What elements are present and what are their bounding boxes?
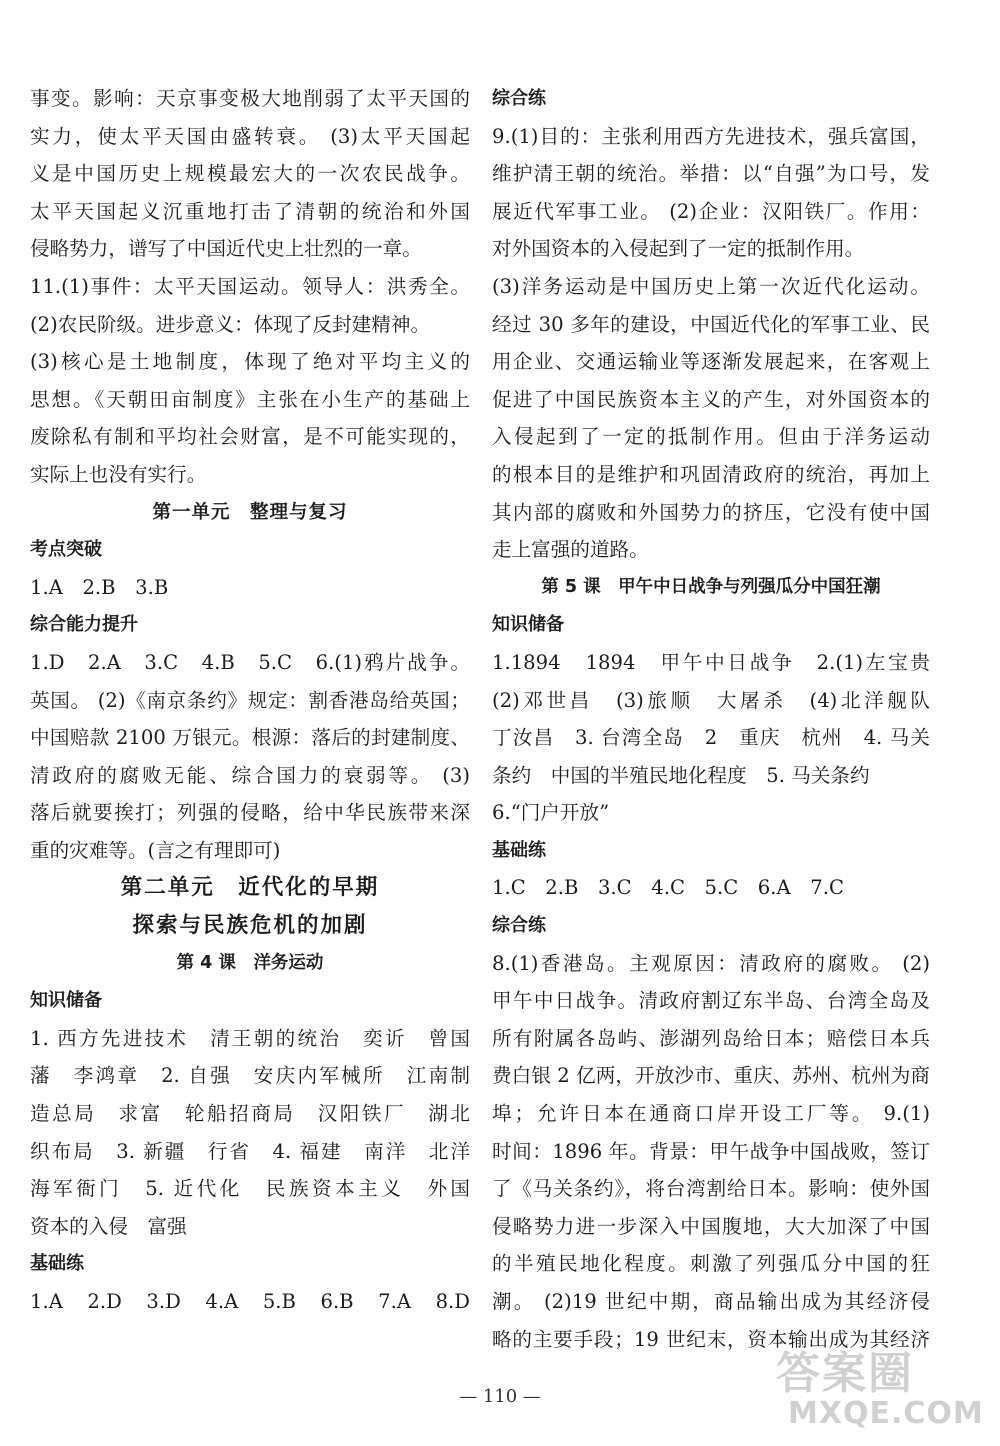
text-line: 促进了中国民族资本主义的产生，对外国资本的: [492, 387, 930, 411]
text-line: 事变。影响：天京事变极大地削弱了太平天国的: [30, 87, 470, 110]
text-line: 经过 30 多年的建设，中国近代化的军事工业、民: [492, 312, 930, 336]
text-line: (2)邓世昌 (3)旅顺 大屠杀 (4)北洋舰队: [492, 688, 930, 712]
text-line: 实力，使太平天国由盛转衰。 (3)太平天国起: [30, 124, 470, 148]
text-line: 其内部的腐败和外国势力的挤压，它没有使中国: [492, 500, 930, 524]
text-line: 义是中国历史上规模最宏大的一次农民战争。: [30, 162, 470, 186]
text-line: 综合能力提升: [30, 614, 138, 636]
text-line: (2)农民阶级。进步意义：体现了反封建精神。: [30, 312, 431, 336]
text-line: 入侵起到了一定的抵制作用。但由于洋务运动: [492, 425, 930, 449]
text-line: 1.A 2.B 3.B: [30, 575, 169, 599]
text-line: 实际上也没有实行。: [30, 462, 207, 486]
text-line: 废除私有制和平均社会财富，是不可能实现的，: [30, 425, 470, 449]
text-line: (3)洋务运动是中国历史上第一次近代化运动。: [492, 274, 930, 298]
text-line: 略的主要手段；19 世纪末，资本输出成为其经济: [492, 1327, 930, 1351]
text-line: 的半殖民地化程度。刺激了列强瓜分中国的狂: [492, 1252, 930, 1276]
text-line: 费白银 2 亿两，开放沙市、重庆、苏州、杭州为商: [492, 1064, 930, 1088]
text-line: 的根本目的是维护和巩固清政府的统治，再加上: [492, 462, 930, 486]
text-line: 1. 西方先进技术 清王朝的统治 奕䜣 曾国: [30, 1026, 470, 1050]
text-line: 潮。 (2)19 世纪中期，商品输出成为其经济侵: [492, 1290, 930, 1313]
text-line: 探索与民族危机的加剧: [132, 913, 368, 939]
text-line: 展近代军事工业。 (2)企业：汉阳铁厂。作用：: [492, 199, 930, 223]
text-line: 所有附属各岛屿、澎湖列岛给日本；赔偿日本兵: [492, 1026, 930, 1050]
text-line: 9.(1)目的：主张利用西方先进技术，强兵富国，: [492, 124, 930, 148]
text-line: 重的灾难等。(言之有理即可): [30, 838, 281, 862]
text-line: 1.A 2.D 3.D 4.A 5.B 6.B 7.A 8.D: [30, 1290, 470, 1313]
text-line: 造总局 求富 轮船招商局 汉阳铁厂 湖北: [30, 1102, 470, 1126]
text-line: 对外国资本的入侵起到了一定的抵制作用。: [492, 237, 865, 261]
text-line: 条约 中国的半殖民地化程度 5. 马关条约: [492, 763, 870, 787]
text-line: 侵略势力进一步深入中国腹地，大大加深了中国: [492, 1214, 930, 1238]
text-line: 走上富强的道路。: [492, 538, 649, 562]
text-line: 8.(1)香港岛。主观原因：清政府的腐败。 (2): [492, 951, 930, 975]
text-line: 藩 李鸿章 2. 自强 安庆内军械所 江南制: [30, 1064, 470, 1088]
watermark-logo: [776, 1350, 984, 1430]
text-line: 1.D 2.A 3.C 4.B 5.C 6.(1)鸦片战争。: [30, 650, 470, 674]
text-line: 资本的入侵 富强: [30, 1214, 187, 1238]
text-line: (3)核心是土地制度，体现了绝对平均主义的: [30, 350, 470, 374]
text-line: 1.1894 1894 甲午中日战争 2.(1)左宝贵: [492, 650, 930, 674]
text-line: 太平天国起义沉重地打击了清朝的统治和外国: [30, 199, 470, 223]
text-line: 第一单元 整理与复习: [152, 501, 348, 523]
text-line: 综合练: [492, 915, 546, 937]
text-line: 考点突破: [30, 539, 102, 561]
text-line: 甲午中日战争。清政府割辽东半岛、台湾全岛及: [492, 989, 930, 1013]
text-line: 知识储备: [30, 990, 102, 1012]
text-line: 维护清王朝的统治。举措：以“自强”为口号，发: [492, 162, 930, 186]
text-line: 1.C 2.B 3.C 4.C 5.C 6.A 7.C: [492, 876, 844, 900]
text-line: 织布局 3. 新疆 行省 4. 福建 南洋 北洋: [30, 1139, 470, 1163]
text-line: 综合练: [492, 88, 546, 109]
watermark-cn: 答案圈: [776, 1348, 914, 1399]
watermark-en: MXQE.COM: [788, 1396, 984, 1431]
text-line: 清政府的腐败无能、综合国力的衰弱等。 (3): [30, 763, 470, 787]
text-line: 第 5 课 甲午中日战争与列强瓜分中国狂潮: [541, 576, 881, 597]
text-line: 埠；允许日本在通商口岸开设工厂等。 9.(1): [492, 1102, 930, 1126]
text-line: 知识储备: [492, 614, 564, 636]
text-line: 英国。 (2)《南京条约》规定：割香港岛给英国；: [30, 688, 470, 712]
text-line: 用企业、交通运输业等逐渐发展起来，在客观上: [492, 350, 930, 374]
page-number: — 110 —: [459, 1386, 541, 1407]
text-line: 丁汝昌 3. 台湾全岛 2 重庆 杭州 4. 马关: [492, 726, 930, 750]
text-line: 中国赔款 2100 万银元。根源：落后的封建制度、: [30, 726, 470, 750]
text-line: 侵略势力，谱写了中国近代史上壮烈的一章。: [30, 237, 422, 261]
text-line: 6.“门户开放”: [492, 801, 610, 825]
text-line: 了《马关条约》，将台湾割给日本。影响：使外国: [492, 1177, 930, 1201]
text-line: 第二单元 近代化的早期: [120, 875, 380, 901]
text-line: 11.(1)事件：太平天国运动。领导人：洪秀全。: [30, 274, 470, 298]
text-line: 基础练: [30, 1253, 84, 1275]
text-line: 第 4 课 洋务运动: [176, 952, 324, 973]
text-line: 海军衙门 5. 近代化 民族资本主义 外国: [30, 1177, 470, 1201]
text-line: 时间：1896 年。背景：甲午战争中国战败，签订: [492, 1139, 930, 1163]
left-column: [30, 80, 470, 1321]
text-line: 落后就要挨打；列强的侵略，给中华民族带来深: [30, 801, 470, 825]
right-column: [492, 80, 930, 1358]
text-line: 基础练: [492, 839, 546, 861]
text-line: 思想。《天朝田亩制度》主张在小生产的基础上: [30, 387, 470, 411]
